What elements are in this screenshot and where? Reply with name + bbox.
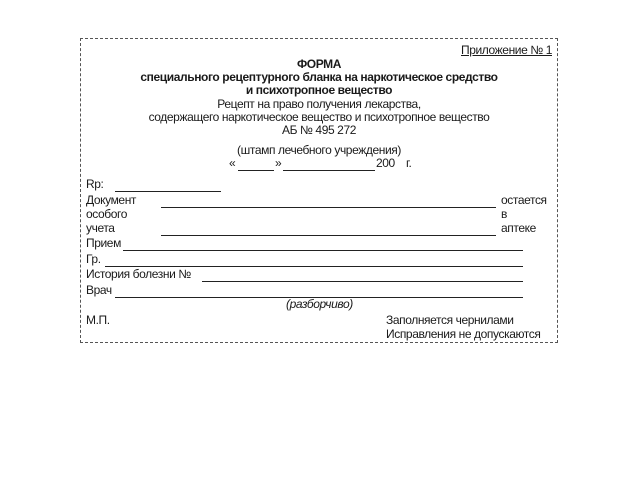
document-label-3: учета — [86, 221, 115, 235]
note-label-1: остается — [501, 193, 547, 207]
prescription-line-2: содержащего наркотическое вещество и психотропное вещество — [148, 110, 490, 124]
date-year-suffix: г. — [406, 156, 412, 170]
date-year: 200 — [376, 156, 395, 170]
form-subtitle-1: специального рецептурного бланка на наркотическое средство — [140, 70, 498, 84]
document-line-1 — [161, 207, 496, 208]
appendix-label: Приложение № 1 — [461, 43, 552, 57]
doctor-label: Врач — [86, 283, 112, 297]
seal-label: М.П. — [86, 313, 110, 327]
stamp-label: (штамп лечебного учреждения) — [237, 143, 401, 157]
prescription-line-1: Рецепт на право получения лекарства, — [217, 97, 421, 111]
date-close-quote: » — [275, 156, 282, 170]
rp-label: Rp: — [86, 177, 104, 191]
form-number: АБ № 495 272 — [282, 123, 356, 137]
prescription-form — [80, 38, 558, 343]
reception-line — [123, 250, 523, 251]
reception-label: Прием — [86, 236, 121, 250]
form-subtitle-2: и психотропное вещество — [245, 83, 393, 97]
document-label-2: особого — [86, 207, 128, 221]
history-line — [202, 281, 523, 282]
history-label: История болезни № — [86, 267, 191, 281]
date-month-line — [283, 170, 375, 171]
ink-note: Заполняется чернилами — [386, 313, 514, 327]
form-title: ФОРМА — [296, 57, 342, 71]
note-label-2: в — [501, 207, 507, 221]
document-label-1: Документ — [86, 193, 137, 207]
rp-line — [115, 191, 221, 192]
document-line-2 — [161, 235, 496, 236]
corrections-note: Исправления не допускаются — [386, 327, 541, 341]
note-label-3: аптеке — [501, 221, 536, 235]
date-open-quote: « — [229, 156, 236, 170]
legibly-label: (разборчиво) — [286, 297, 353, 311]
date-day-line — [238, 170, 274, 171]
gr-label: Гр. — [86, 252, 101, 266]
